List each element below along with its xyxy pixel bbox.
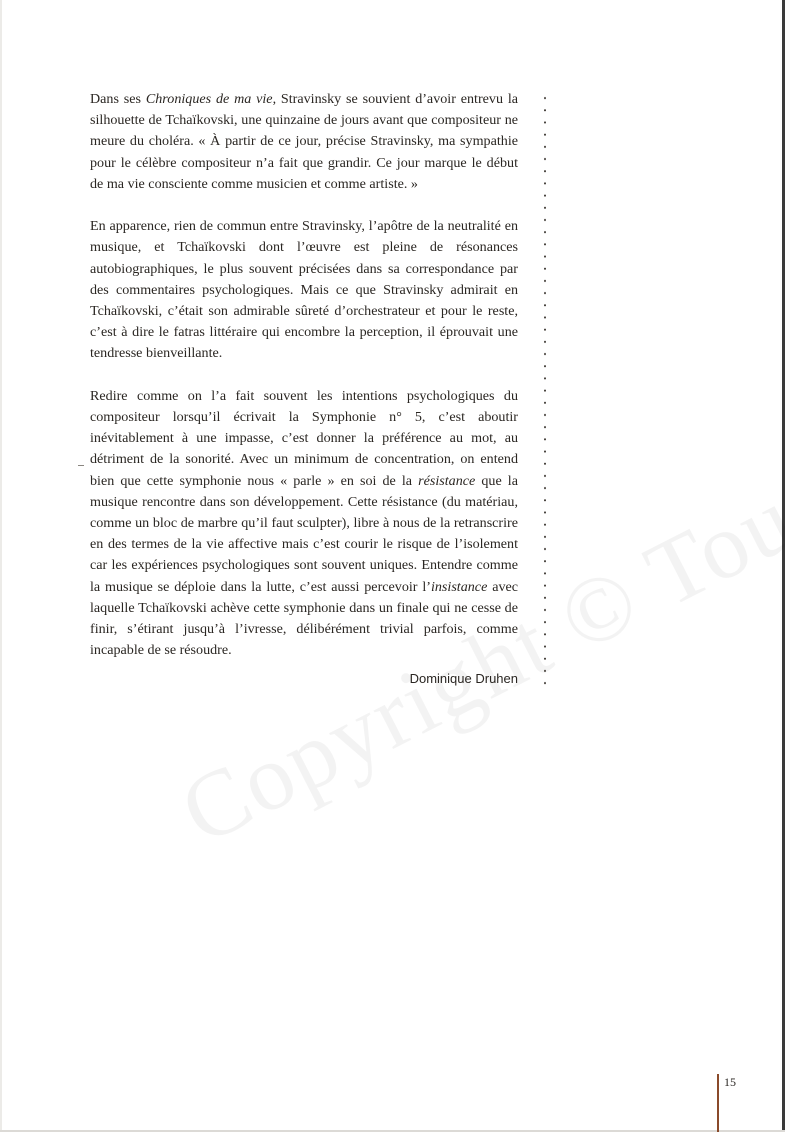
paragraph-text: avec laquelle Tchaïkovski achève cette symphonie dans un finale qui ne cesse de finir, s’étirant jusqu’à l’ivresse, délibérément trivial parfois, comme incapable de se résoudre.	[90, 578, 519, 659]
paragraph	[90, 89, 518, 195]
emphasis-resistance: résistance	[418, 472, 476, 489]
paragraph-text: que la musique rencontre dans son développement. Cette résistance (du matériau, comme un bloc de marbre qu’il faut sculpter), libre à nous de la retranscrire en des termes de la vie affective mais c’est courir le risque de l’isolement car les expériences psychologiques sont souvent uniques. Entendre comme la musique se déploie dans la lutte, c’est aussi percevoir l’	[90, 472, 518, 595]
article-body	[90, 89, 518, 671]
scan-mark	[78, 465, 84, 466]
paragraph-text: Dans ses	[90, 91, 146, 107]
book-title: Chroniques de ma vie	[145, 91, 273, 107]
scan-edge-left	[0, 0, 2, 1132]
author-signature: Dominique Druhen	[409, 671, 518, 686]
page-number: 15	[717, 1074, 748, 1093]
paragraph	[90, 216, 518, 364]
paragraph-text: Redire comme on l’a fait souvent les intentions psychologiques du compositeur lorsqu’il écrivait la Symphonie n° 5, c’est aboutir inévitablement à une impasse, c’est donner la préférence au mot, au détriment de la sonorité. Avec un minimum de concentration, on entend bien que cette symphonie nous « parle » en soi de la	[90, 387, 518, 489]
dotted-rule	[543, 92, 547, 692]
page-number-rule	[717, 1093, 719, 1132]
paragraph-text: , Stravinsky se souvient d’avoir entrevu la silhouette de Tchaïkovski, une quinzaine de jours avant que compositeur ne meure du choléra. « À partir de ce jour, précise Stravinsky, ma sympathie pour le célèbre compositeur n’a fait que grandir. Ce jour marque le début de ma vie consciente comme musicien et comme artiste. »	[90, 91, 518, 192]
emphasis-insistance: insistance	[430, 578, 488, 595]
paragraph	[90, 386, 518, 662]
paragraph-text: En apparence, rien de commun entre Stravinsky, l’apôtre de la neutralité en musique, et Tchaïkovski dont l’œuvre est pleine de résonances autobiographiques, le plus souvent précisées dans sa correspondance par des commentaires psychologiques. Mais ce que Stravinsky admirait en Tchaïkovski, c’était son admirable sûreté d’orchestrateur et pour le reste, c’est à dire le fatras littéraire qui encombre la perception, il éprouvait une tendresse bienveillante.	[90, 218, 518, 362]
